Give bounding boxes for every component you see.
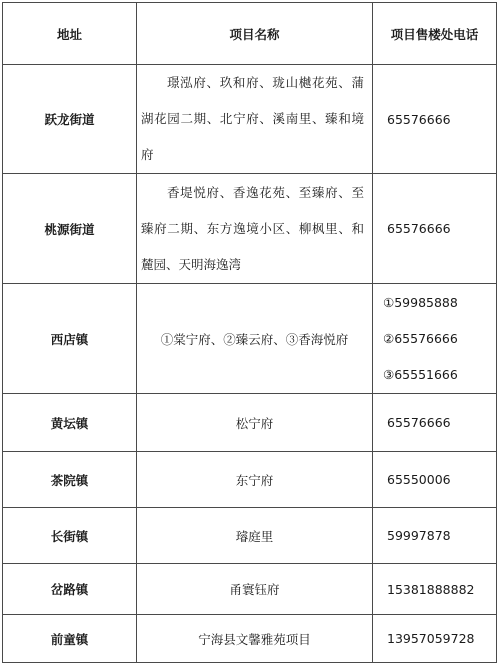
- phone-cell: [373, 284, 497, 394]
- project-cell: ①棠宁府、②臻云府、③香海悦府: [137, 284, 373, 394]
- project-cell: 东宁府: [137, 452, 373, 508]
- header-sales-phone: 项目售楼处电话: [373, 3, 497, 65]
- address-cell: 前童镇: [3, 615, 137, 663]
- table-row: [3, 452, 497, 508]
- table-row: [3, 615, 497, 663]
- address-cell: 跃龙街道: [3, 65, 137, 174]
- address-cell: 黄坛镇: [3, 394, 137, 452]
- phone-cell: 65576666: [373, 65, 497, 174]
- phone-number: ③65551666: [383, 366, 458, 382]
- phone-cell: 65576666: [373, 174, 497, 284]
- table-row: [3, 394, 497, 452]
- table-row: [3, 564, 497, 615]
- table-row: [3, 508, 497, 564]
- project-cell: 璿庭里: [137, 508, 373, 564]
- project-cell: 甬寰钰府: [137, 564, 373, 615]
- project-cell: 宁海县文馨雅苑项目: [137, 615, 373, 663]
- table-header-row: [3, 3, 497, 65]
- address-cell: 长街镇: [3, 508, 137, 564]
- project-cell: 璟泓府、玖和府、珑山樾花苑、蒲湖花园二期、北宁府、溪南里、臻和境府: [137, 65, 373, 174]
- address-cell: 西店镇: [3, 284, 137, 394]
- phone-cell: 65550006: [373, 452, 497, 508]
- table-row: [3, 65, 497, 174]
- address-cell: 桃源街道: [3, 174, 137, 284]
- address-cell: 岔路镇: [3, 564, 137, 615]
- project-cell: 香堤悦府、香逸花苑、至臻府、至臻府二期、东方逸境小区、柳枫里、和麓园、天明海逸湾: [137, 174, 373, 284]
- phone-number: ①59985888: [383, 294, 458, 310]
- header-address: 地址: [3, 3, 137, 65]
- header-project-name: 项目名称: [137, 3, 373, 65]
- phone-cell: 59997878: [373, 508, 497, 564]
- phone-number: ②65576666: [383, 330, 458, 346]
- phone-cell: 65576666: [373, 394, 497, 452]
- table-row: [3, 284, 497, 394]
- phone-cell: 13957059728: [373, 615, 497, 663]
- table-row: [3, 174, 497, 284]
- project-cell: 松宁府: [137, 394, 373, 452]
- phone-cell: 15381888882: [373, 564, 497, 615]
- address-cell: 茶院镇: [3, 452, 137, 508]
- sales-office-table: [2, 2, 497, 663]
